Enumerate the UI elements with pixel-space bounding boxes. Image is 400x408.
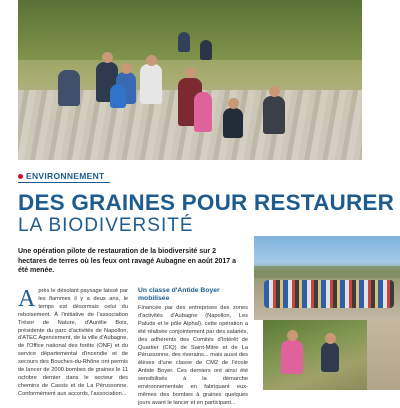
drop-cap: A	[18, 286, 36, 312]
article-title: DES GRAINES POUR RESTAURER	[18, 190, 395, 215]
column-2-heading: Un classe d'Antide Boyer mobilisée	[138, 287, 220, 303]
section-divider	[18, 182, 110, 183]
column-1-text: près le désolant paysage laissé par les flammes il y a deux ans, le temps est désormais celui du reboisement. À l'initiative de l'association Trésor de Nature, d'Aurélie Bois, présidente du parc d'activités de Napollon, d'ATEC Agencement, de la ville d'Aubagne, de l'Office national des forêts (ONF) et du service départemental d'incendie et de secours des Bouches-du-Rhône ont permis de lancer de 2000 bombes de graines le 11 octobre dernier dans le secteur des chemins de Cassis et de La Pérussonne. Conformément aux accords, l'association...	[18, 288, 128, 397]
article-column-1	[18, 288, 128, 399]
article-intro: Une opération pilote de restauration de la biodiversité sur 2 hectares de terres où les feux ont ravagé Aubagne en août 2017 a été menée.	[18, 248, 236, 275]
article-subtitle: LA BIODIVERSITÉ	[18, 215, 194, 236]
photo-planting-volunteers	[18, 0, 362, 160]
photo-children-planting	[263, 320, 367, 390]
photo-group-participants	[254, 236, 400, 320]
section-tag	[18, 171, 105, 181]
photo-detail	[367, 320, 400, 390]
article-column-2: Financée par des entreprises des zones d'activités d'Aubagne (Napollon, Les Paluds et le pôle Alphal), cette opération a été réalisée conjointement par des salariés, des adhérents des Comités d'Intérêt de Quartier (CIQ) de Saint-Mitre et de La Pérussonne, des riverains... mais aussi des élèves d'une classe de CM2 de l'école Antide Boyer. Ces derniers ont ainsi été sensibilisés à la démarche environnementale en fabriquant eux-mêmes des bombes à graines quelques jours avant le lancer et en participant...	[138, 305, 248, 406]
bullet-icon	[18, 174, 23, 179]
section-label: ENVIRONNEMENT	[26, 171, 105, 181]
